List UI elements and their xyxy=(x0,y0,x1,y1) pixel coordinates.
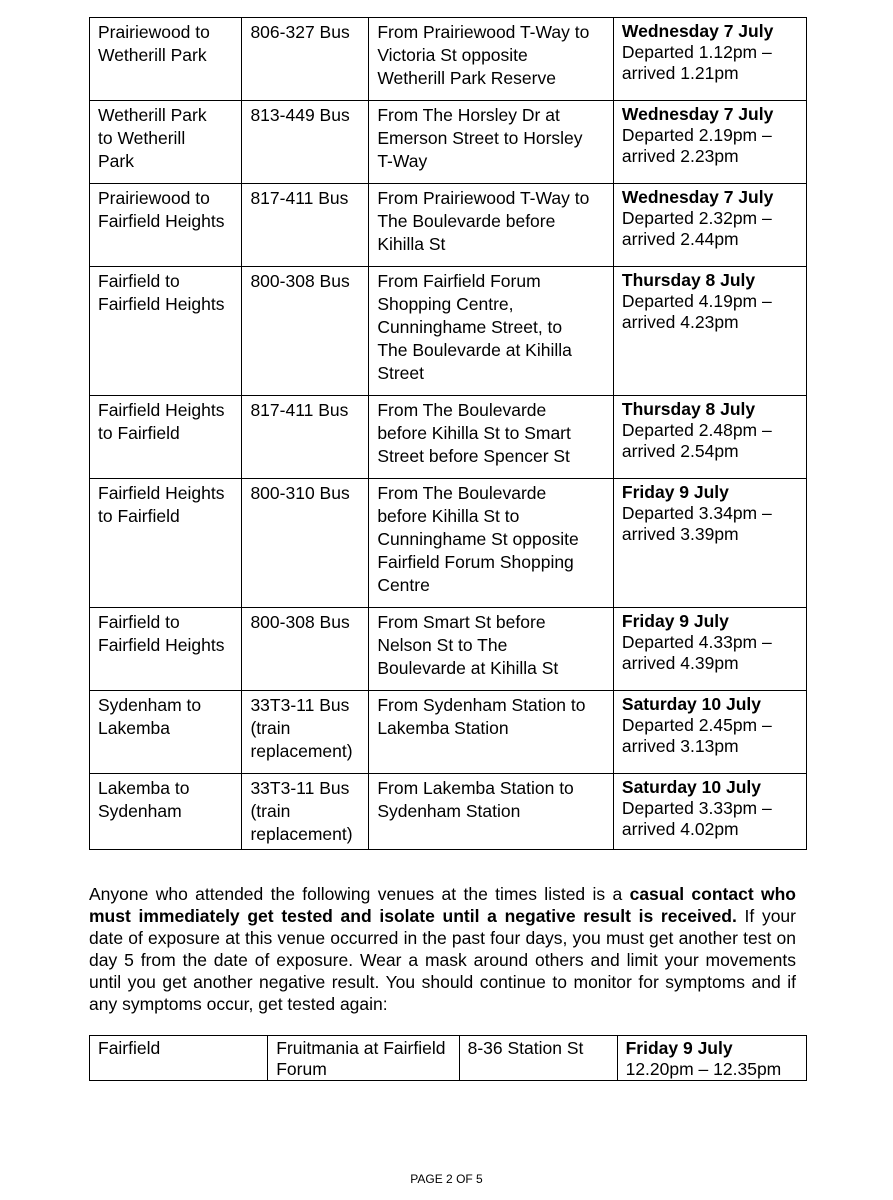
details-cell: From Fairfield Forum Shopping Centre, Cunninghame Street, to The Boulevarde at Kihilla Street xyxy=(377,271,572,383)
details-cell: From Lakemba Station to Sydenham Station xyxy=(377,778,574,821)
exposure-day: Thursday 8 July xyxy=(621,270,756,290)
table-row xyxy=(90,1036,807,1081)
details-cell: From The Horsley Dr at Emerson Street to Horsley T-Way xyxy=(377,105,583,171)
table-row xyxy=(90,396,807,479)
service-cell: 800-308 Bus xyxy=(250,271,350,291)
exposure-time: Departed 2.48pm – arrived 2.54pm xyxy=(621,420,772,461)
exposure-day: Saturday 10 July xyxy=(621,694,762,714)
route-cell: Prairiewood to Wetherill Park xyxy=(98,22,210,65)
venue-exposure-table xyxy=(89,1035,807,1081)
exposure-day: Friday 9 July xyxy=(621,482,729,502)
service-cell: 806-327 Bus xyxy=(250,22,350,42)
details-cell: From Sydenham Station to Lakemba Station xyxy=(377,695,586,738)
route-cell: Fairfield Heights to Fairfield xyxy=(98,400,225,443)
table-row xyxy=(90,18,807,101)
exposure-time: Departed 3.34pm – arrived 3.39pm xyxy=(621,503,772,544)
route-cell: Prairiewood to Fairfield Heights xyxy=(98,188,225,231)
exposure-time: Departed 3.33pm – arrived 4.02pm xyxy=(621,798,772,839)
table-row xyxy=(90,774,807,850)
details-cell: From Smart St before Nelson St to The Boulevarde at Kihilla St xyxy=(377,612,559,678)
exposure-time: Departed 2.45pm – arrived 3.13pm xyxy=(621,715,772,756)
venue-cell: Fruitmania at Fairfield Forum xyxy=(276,1038,446,1079)
service-cell: 33T3-11 Bus (train replacement) xyxy=(250,695,353,761)
exposure-time: Departed 4.33pm – arrived 4.39pm xyxy=(621,632,772,673)
exposure-time: Departed 1.12pm – arrived 1.21pm xyxy=(621,42,772,83)
service-cell: 817-411 Bus xyxy=(250,400,349,420)
table-row xyxy=(90,101,807,184)
exposure-time: Departed 4.19pm – arrived 4.23pm xyxy=(621,291,772,332)
exposure-day: Wednesday 7 July xyxy=(621,104,774,124)
route-cell: Fairfield to Fairfield Heights xyxy=(98,271,225,314)
transport-exposure-table xyxy=(89,17,807,850)
route-cell: Fairfield to Fairfield Heights xyxy=(98,612,225,655)
details-cell: From The Boulevarde before Kihilla St to Smart Street before Spencer St xyxy=(377,400,571,466)
table-row xyxy=(90,608,807,691)
address-cell: 8-36 Station St xyxy=(467,1038,584,1058)
route-cell: Fairfield Heights to Fairfield xyxy=(98,483,225,526)
table-row xyxy=(90,691,807,774)
table-row xyxy=(90,184,807,267)
exposure-day: Wednesday 7 July xyxy=(621,187,774,207)
exposure-time: 12.20pm – 12.35pm xyxy=(625,1059,782,1079)
table-row xyxy=(90,479,807,608)
exposure-time: Departed 2.19pm – arrived 2.23pm xyxy=(621,125,772,166)
service-cell: 800-308 Bus xyxy=(250,612,350,632)
page-number: PAGE 2 OF 5 xyxy=(410,1172,483,1186)
casual-contact-notice xyxy=(89,883,796,1015)
details-cell: From Prairiewood T-Way to Victoria St opposite Wetherill Park Reserve xyxy=(377,22,590,88)
service-cell: 800-310 Bus xyxy=(250,483,350,503)
exposure-day: Wednesday 7 July xyxy=(621,21,774,41)
suburb-cell: Fairfield xyxy=(98,1038,161,1058)
notice-emphasis: casual contact who must immediately get tested and isolate until a negative result is received. xyxy=(89,884,796,926)
service-cell: 813-449 Bus xyxy=(250,105,350,125)
notice-instructions: If your date of exposure at this venue occurred in the past four days, you must get another test on day 5 from the date of exposure. Wear a mask around others and limit your movements until you get another negative result. You should continue to monitor for symptoms and if any symptoms occur, get tested again: xyxy=(89,906,796,1014)
exposure-time: Departed 2.32pm – arrived 2.44pm xyxy=(621,208,772,249)
details-cell: From The Boulevarde before Kihilla St to Cunninghame St opposite Fairfield Forum Shopping Centre xyxy=(377,483,579,595)
route-cell: Wetherill Park to Wetherill Park xyxy=(98,105,207,171)
exposure-day: Friday 9 July xyxy=(625,1038,733,1058)
service-cell: 817-411 Bus xyxy=(250,188,349,208)
exposure-day: Friday 9 July xyxy=(621,611,729,631)
details-cell: From Prairiewood T-Way to The Boulevarde before Kihilla St xyxy=(377,188,590,254)
route-cell: Sydenham to Lakemba xyxy=(98,695,202,738)
route-cell: Lakemba to Sydenham xyxy=(98,778,190,821)
notice-intro: Anyone who attended the following venues at the times listed is a xyxy=(89,884,630,904)
exposure-day: Thursday 8 July xyxy=(621,399,756,419)
table-row xyxy=(90,267,807,396)
service-cell: 33T3-11 Bus (train replacement) xyxy=(250,778,353,844)
exposure-day: Saturday 10 July xyxy=(621,777,762,797)
